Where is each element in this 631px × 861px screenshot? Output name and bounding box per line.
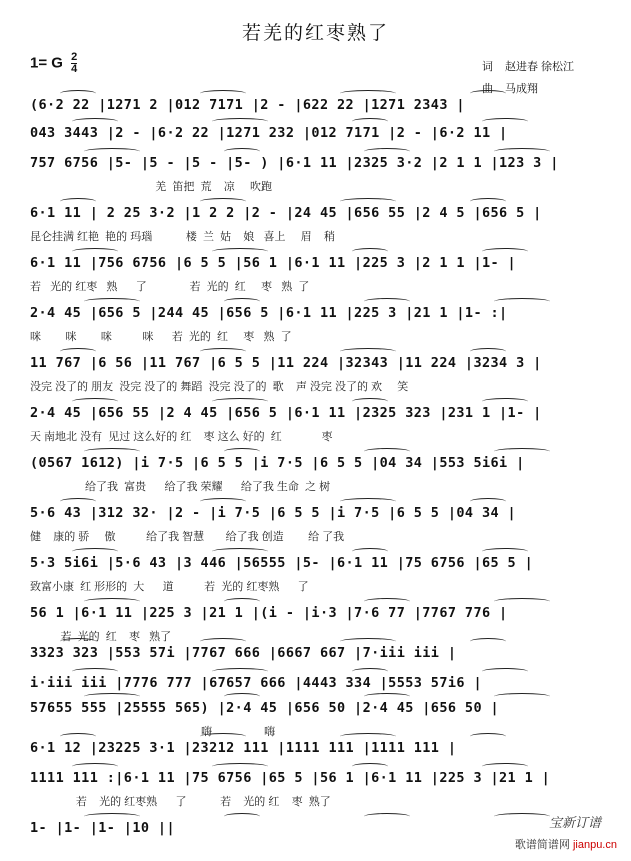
slur-mark xyxy=(72,763,118,770)
time-bottom: 4 xyxy=(71,63,78,75)
slur-mark xyxy=(224,813,260,820)
signature: 宝新订谱 xyxy=(548,815,601,830)
slur-mark xyxy=(364,598,410,605)
slur-mark xyxy=(84,693,140,700)
slur-mark xyxy=(352,398,388,405)
slur-mark xyxy=(340,733,396,740)
slur-mark xyxy=(352,763,388,770)
slur-mark xyxy=(84,598,140,605)
score-row-2-notes: 043 3443 |2 - |6·2 22 |1271 232 |012 7171 |2 - |6·2 11 | xyxy=(30,125,508,141)
slur-mark xyxy=(60,348,96,355)
slur-mark xyxy=(470,733,506,740)
slur-mark xyxy=(224,298,260,305)
score-row-12-notes: 56 1 |6·1 11 |225 3 |21 1 |(i - |i·3 |7·6 77 |7767 776 | xyxy=(30,605,508,621)
slur-mark xyxy=(340,90,396,97)
score-row-5-notes: 6·1 11 |756 6756 |6 5 5 |56 1 |6·1 11 |225 3 |2 1 1 |1- | xyxy=(30,255,517,271)
score-row-4-lyric: 昆仑挂满 红艳 艳的 玛瑙 楼 兰 姑 娘 喜上 眉 稍 xyxy=(30,231,335,243)
score-row-3-notes: 757 6756 |5- |5 - |5 - |5- ) |6·1 11 |2325 3·2 |2 1 1 |123 3 | xyxy=(30,155,559,171)
slur-mark xyxy=(200,198,246,205)
slur-mark xyxy=(224,148,260,155)
slur-mark xyxy=(212,118,268,125)
song-title: 若羌的红枣熟了 xyxy=(241,22,389,44)
slur-mark xyxy=(494,148,550,155)
score-row-3-lyric: 羌 笛把 荒 凉 吹跑 xyxy=(30,181,273,193)
score-row-11-lyric: 致富小康 红 形形的 大 道 若 光的 红枣熟 了 xyxy=(30,581,309,593)
slur-mark xyxy=(84,148,140,155)
slur-mark xyxy=(60,198,96,205)
score-row-1-notes: (6·2 22 |1271 2 |012 7171 |2 - |622 22 |1271 2343 | xyxy=(30,97,465,113)
score-row-10-notes: 5·6 43 |312 32· |2 - |i 7·5 |6 5 5 |i 7·5 |6 5 5 |04 34 | xyxy=(30,505,517,521)
lyricist-name: 赵进春 徐松江 xyxy=(505,61,575,73)
slur-mark xyxy=(212,668,268,675)
score-row-6-lyric: 咪 咪 咪 咪 若 光的 红 枣 熟 了 xyxy=(30,331,292,343)
slur-mark xyxy=(72,668,118,675)
slur-mark xyxy=(224,598,260,605)
score-row-5-lyric: 若 光的 红枣 熟 了 若 光的 红 枣 熟 了 xyxy=(30,281,310,293)
score-row-17-notes: 1111 111 :|6·1 11 |75 6756 |65 5 |56 1 |6·1 11 |225 3 |21 1 | xyxy=(30,770,551,786)
slur-mark xyxy=(84,813,140,820)
slur-mark xyxy=(352,668,388,675)
score-row-13-notes: 3323 323 |553 57i |7767 666 |6667 667 |7·iii iii | xyxy=(30,645,457,661)
slur-mark xyxy=(494,813,550,820)
slur-mark xyxy=(470,638,506,645)
score-row-14-notes: i·iii iii |7776 777 |67657 666 |4443 334 |5553 57i6 | xyxy=(30,675,482,691)
slur-mark xyxy=(212,763,268,770)
score-row-18-notes: 1- |1- |1- |10 || xyxy=(30,820,175,836)
slur-mark xyxy=(470,498,506,505)
score-row-8-lyric: 天 南地北 没有 见过 这么好的 红 枣 这么 好的 红 枣 xyxy=(30,431,333,443)
key-label: 1= G xyxy=(30,54,63,72)
slur-mark xyxy=(60,733,96,740)
slur-mark xyxy=(352,248,388,255)
slur-mark xyxy=(212,248,268,255)
score-row-10-lyric: 健 康的 骄 傲 给了我 智慧 给了我 创造 给 了我 xyxy=(30,531,345,543)
slur-mark xyxy=(482,118,528,125)
slur-mark xyxy=(200,90,246,97)
footer-site-name: 歌谱简谱网 xyxy=(514,839,570,851)
score-row-9-notes: (0567 1612) |i 7·5 |6 5 5 |i 7·5 |6 5 5 |04 34 |553 5i6i | xyxy=(30,455,525,471)
slur-mark xyxy=(200,348,246,355)
score-row-6-notes: 2·4 45 |656 5 |244 45 |656 5 |6·1 11 |225 3 |21 1 |1- :| xyxy=(30,305,508,321)
score-row-15-notes: 57655 555 |25555 565) |2·4 45 |656 50 |2·4 45 |656 50 | xyxy=(30,700,500,716)
slur-mark xyxy=(72,118,118,125)
slur-mark xyxy=(340,198,396,205)
slur-mark xyxy=(200,638,246,645)
slur-mark xyxy=(482,668,528,675)
slur-mark xyxy=(470,198,506,205)
footer-site-url: jianpu.cn xyxy=(572,839,617,851)
slur-mark xyxy=(364,448,410,455)
slur-mark xyxy=(494,693,550,700)
slur-mark xyxy=(364,298,410,305)
slur-mark xyxy=(494,598,550,605)
slur-mark xyxy=(494,298,550,305)
score-row-16-notes: 6·1 12 |23225 3·1 |23212 111 |1111 111 |1111 111 | xyxy=(30,740,457,756)
slur-mark xyxy=(72,548,118,555)
score-row-12-lyric: 若 光的 红 枣 熟了 xyxy=(30,631,172,643)
slur-mark xyxy=(482,548,528,555)
slur-mark xyxy=(364,693,410,700)
score-row-4-notes: 6·1 11 | 2 25 3·2 |1 2 2 |2 - |24 45 |656 55 |2 4 5 |656 5 | xyxy=(30,205,542,221)
slur-mark xyxy=(364,813,410,820)
time-signature xyxy=(71,52,77,75)
slur-mark xyxy=(60,638,96,645)
score-row-8-notes: 2·4 45 |656 55 |2 4 45 |656 5 |6·1 11 |2325 323 |231 1 |1- | xyxy=(30,405,542,421)
slur-mark xyxy=(364,148,410,155)
lyricist-role: 词 xyxy=(482,61,493,73)
slur-mark xyxy=(340,348,396,355)
slur-mark xyxy=(340,638,396,645)
slur-mark xyxy=(60,90,96,97)
footer-watermark xyxy=(515,836,617,852)
slur-mark xyxy=(84,298,140,305)
slur-mark xyxy=(352,548,388,555)
slur-mark xyxy=(470,90,506,97)
score-row-7-notes: 11 767 |6 56 |11 767 |6 5 5 |11 224 |32343 |11 224 |3234 3 | xyxy=(30,355,542,371)
slur-mark xyxy=(200,733,246,740)
slur-mark xyxy=(482,248,528,255)
lyricist-credit xyxy=(482,56,574,78)
slur-mark xyxy=(224,448,260,455)
score-row-9-lyric: 给了我 富贵 给了我 荣耀 给了我 生命 之 树 xyxy=(30,481,331,493)
score-row-17-lyric: 若 光的 红枣熟 了 若 光的 红 枣 熟了 xyxy=(30,796,331,808)
score-row-11-notes: 5·3 5i6i |5·6 43 |3 446 |56555 |5- |6·1 11 |75 6756 |65 5 | xyxy=(30,555,534,571)
slur-mark xyxy=(482,763,528,770)
slur-mark xyxy=(212,548,268,555)
composer-role: 曲 xyxy=(482,83,493,95)
score-row-15-lyric: 嗨 嗨 xyxy=(30,726,276,738)
slur-mark xyxy=(72,398,118,405)
slur-mark xyxy=(84,448,140,455)
slur-mark xyxy=(60,498,96,505)
slur-mark xyxy=(212,398,268,405)
slur-mark xyxy=(482,398,528,405)
slur-mark xyxy=(72,248,118,255)
score-row-7-lyric: 没完 没了的 朋友 没完 没了的 舞蹈 没完 没了的 歌 声 没完 没了的 欢 笑 xyxy=(30,381,409,393)
slur-mark xyxy=(224,693,260,700)
slur-mark xyxy=(352,118,388,125)
slur-mark xyxy=(340,498,396,505)
composer-name: 马成翔 xyxy=(505,83,538,95)
slur-mark xyxy=(494,448,550,455)
time-top: 2 xyxy=(71,51,78,63)
slur-mark xyxy=(470,348,506,355)
slur-mark xyxy=(200,498,246,505)
key-signature xyxy=(30,52,77,75)
